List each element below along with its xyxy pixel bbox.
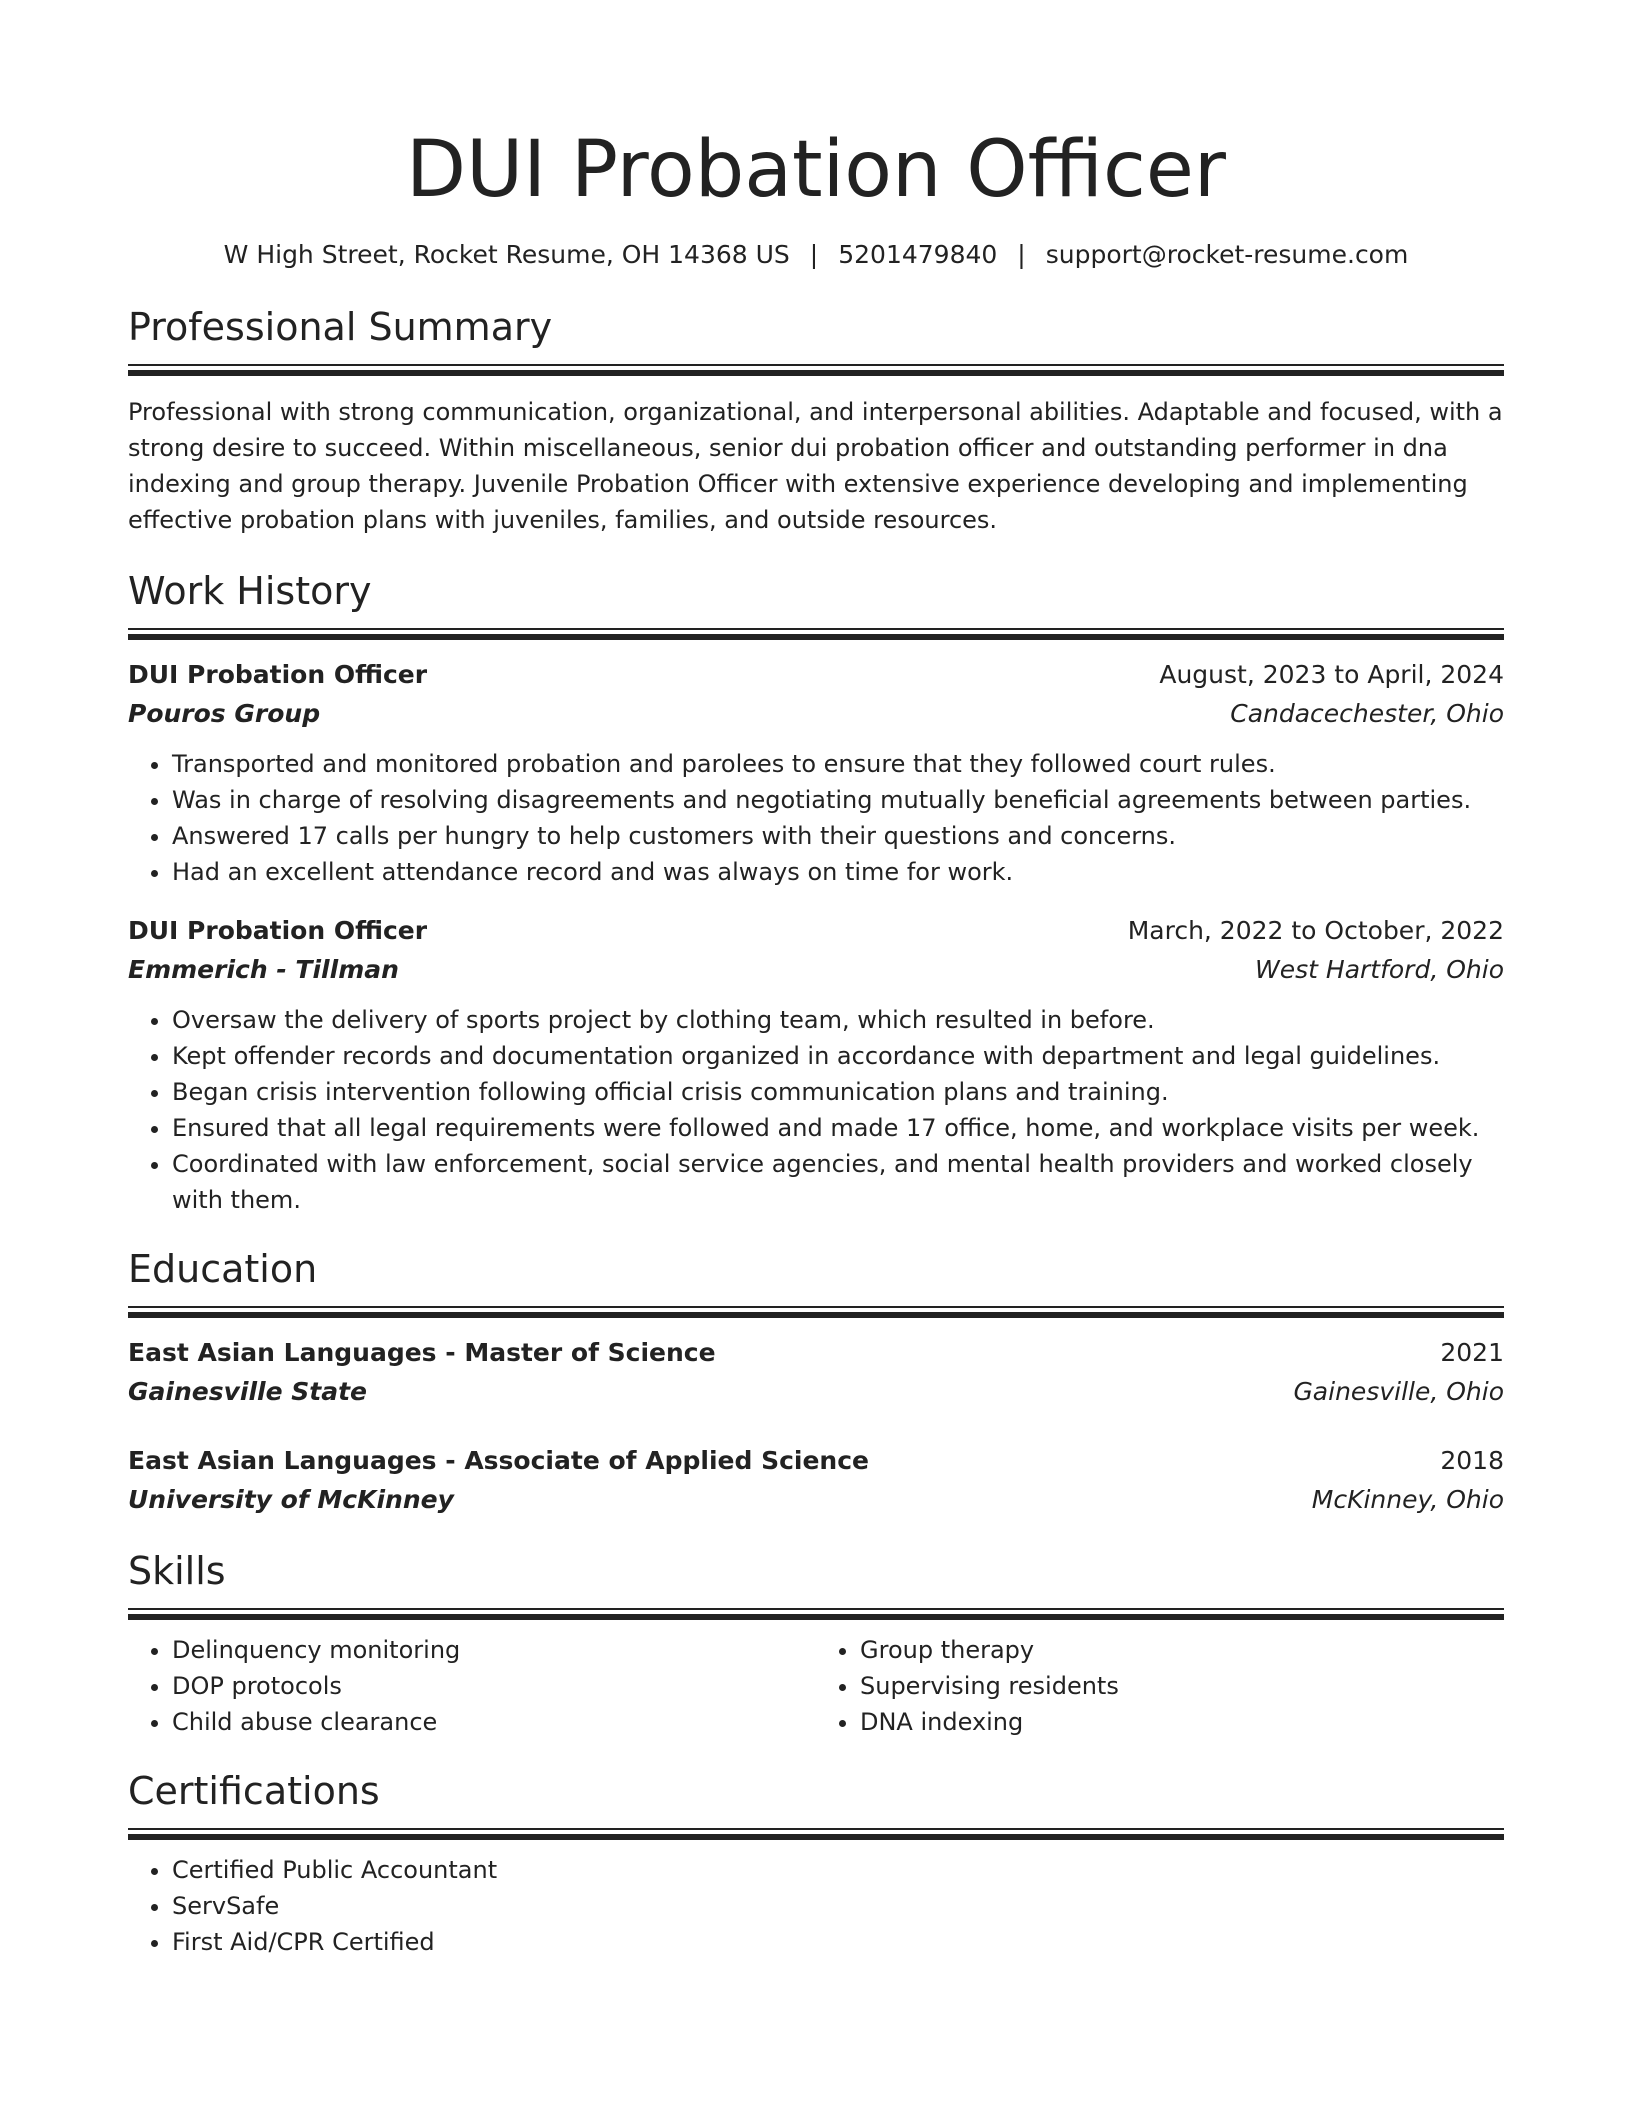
education-entry: [128, 1334, 1504, 1412]
contact-email: support@rocket-resume.com: [1045, 240, 1409, 269]
list-item: • ServSafe: [172, 1888, 1504, 1924]
skills-grid: [128, 1632, 1504, 1740]
skills-column-right: [816, 1632, 1504, 1740]
job-dates: August, 2023 to April, 2024: [1159, 660, 1504, 689]
list-item: • Was in charge of resolving disagreements and negotiating mutually beneficial agreements between parties.: [172, 782, 1504, 818]
skills-column-left: [128, 1632, 816, 1740]
list-item: • First Aid/CPR Certified: [172, 1924, 1504, 1960]
education-degree: East Asian Languages - Master of Science: [128, 1338, 716, 1367]
job-location: West Hartford, Ohio: [1255, 955, 1504, 984]
list-item: • Began crisis intervention following official crisis communication plans and training.: [172, 1074, 1504, 1110]
education-location: Gainesville, Ohio: [1293, 1377, 1504, 1406]
contact-separator: |: [1017, 240, 1026, 269]
job-bullets: [128, 746, 1504, 890]
section-divider: [128, 628, 1504, 640]
education-school: University of McKinney: [128, 1485, 454, 1514]
education-entry: [128, 1442, 1504, 1520]
contact-address: W High Street, Rocket Resume, OH 14368 US: [223, 240, 790, 269]
education-year: 2018: [1440, 1446, 1504, 1475]
list-item: • Ensured that all legal requirements were followed and made 17 office, home, and workplace visits per week.: [172, 1110, 1504, 1146]
work-history-section: [128, 566, 1504, 1218]
list-item: • DOP protocols: [172, 1668, 816, 1704]
education-school: Gainesville State: [128, 1377, 367, 1406]
job-title: DUI Probation Officer: [128, 660, 428, 689]
certifications-list: [128, 1852, 1504, 1960]
list-item: • Coordinated with law enforcement, social service agencies, and mental health providers and worked closely with them.: [172, 1146, 1504, 1218]
list-item: • Answered 17 calls per hungry to help customers with their questions and concerns.: [172, 818, 1504, 854]
contact-separator: |: [809, 240, 819, 269]
list-item: • Transported and monitored probation and parolees to ensure that they followed court rules.: [172, 746, 1504, 782]
contact-phone: 5201479840: [838, 240, 998, 269]
section-divider: [128, 364, 1504, 376]
candidate-name: DUI Probation Officer: [406, 125, 1226, 215]
section-divider: [128, 1828, 1504, 1840]
education-degree: East Asian Languages - Associate of Applied Science: [128, 1446, 869, 1475]
list-item: • Delinquency monitoring: [172, 1632, 816, 1668]
education-location: McKinney, Ohio: [1311, 1485, 1504, 1514]
job-dates: March, 2022 to October, 2022: [1127, 916, 1504, 945]
job-entry: [128, 912, 1504, 1218]
education-year: 2021: [1440, 1338, 1504, 1367]
job-title: DUI Probation Officer: [128, 916, 428, 945]
contact-line: [128, 238, 1504, 272]
list-item: • Had an excellent attendance record and was always on time for work.: [172, 854, 1504, 890]
resume-page: [128, 0, 1504, 1960]
section-title-education: Education: [128, 1247, 318, 1291]
skills-section: [128, 1546, 1504, 1740]
list-item: • Child abuse clearance: [172, 1704, 816, 1740]
section-title-certifications: Certifications: [128, 1769, 380, 1813]
section-divider: [128, 1608, 1504, 1620]
job-bullets: [128, 1002, 1504, 1218]
list-item: • Oversaw the delivery of sports project by clothing team, which resulted in before.: [172, 1002, 1504, 1038]
section-title-work-history: Work History: [128, 569, 372, 613]
list-item: • Supervising residents: [860, 1668, 1504, 1704]
certifications-section: [128, 1766, 1504, 1960]
section-title-skills: Skills: [128, 1549, 226, 1593]
job-company: Emmerich - Tillman: [128, 955, 399, 984]
job-entry: [128, 656, 1504, 890]
summary-text: Professional with strong communication, organizational, and interpersonal abilities. Adaptable and focused, with a strong desire to succeed. Within miscellaneous, senior dui probation officer and outstanding performer in dna indexing and group therapy. Juvenile Probation Officer with extensive experience developing and implementing effective probation plans with juveniles, families, and outside resources.: [128, 398, 1503, 534]
education-section: [128, 1244, 1504, 1520]
summary-section: [128, 302, 1504, 538]
list-item: • Kept offender records and documentation organized in accordance with department and legal guidelines.: [172, 1038, 1504, 1074]
list-item: • Certified Public Accountant: [172, 1852, 1504, 1888]
list-item: • DNA indexing: [860, 1704, 1504, 1740]
section-title-summary: Professional Summary: [128, 305, 553, 349]
job-location: Candacechester, Ohio: [1230, 699, 1504, 728]
list-item: • Group therapy: [860, 1632, 1504, 1668]
job-company: Pouros Group: [128, 699, 321, 728]
section-divider: [128, 1306, 1504, 1318]
